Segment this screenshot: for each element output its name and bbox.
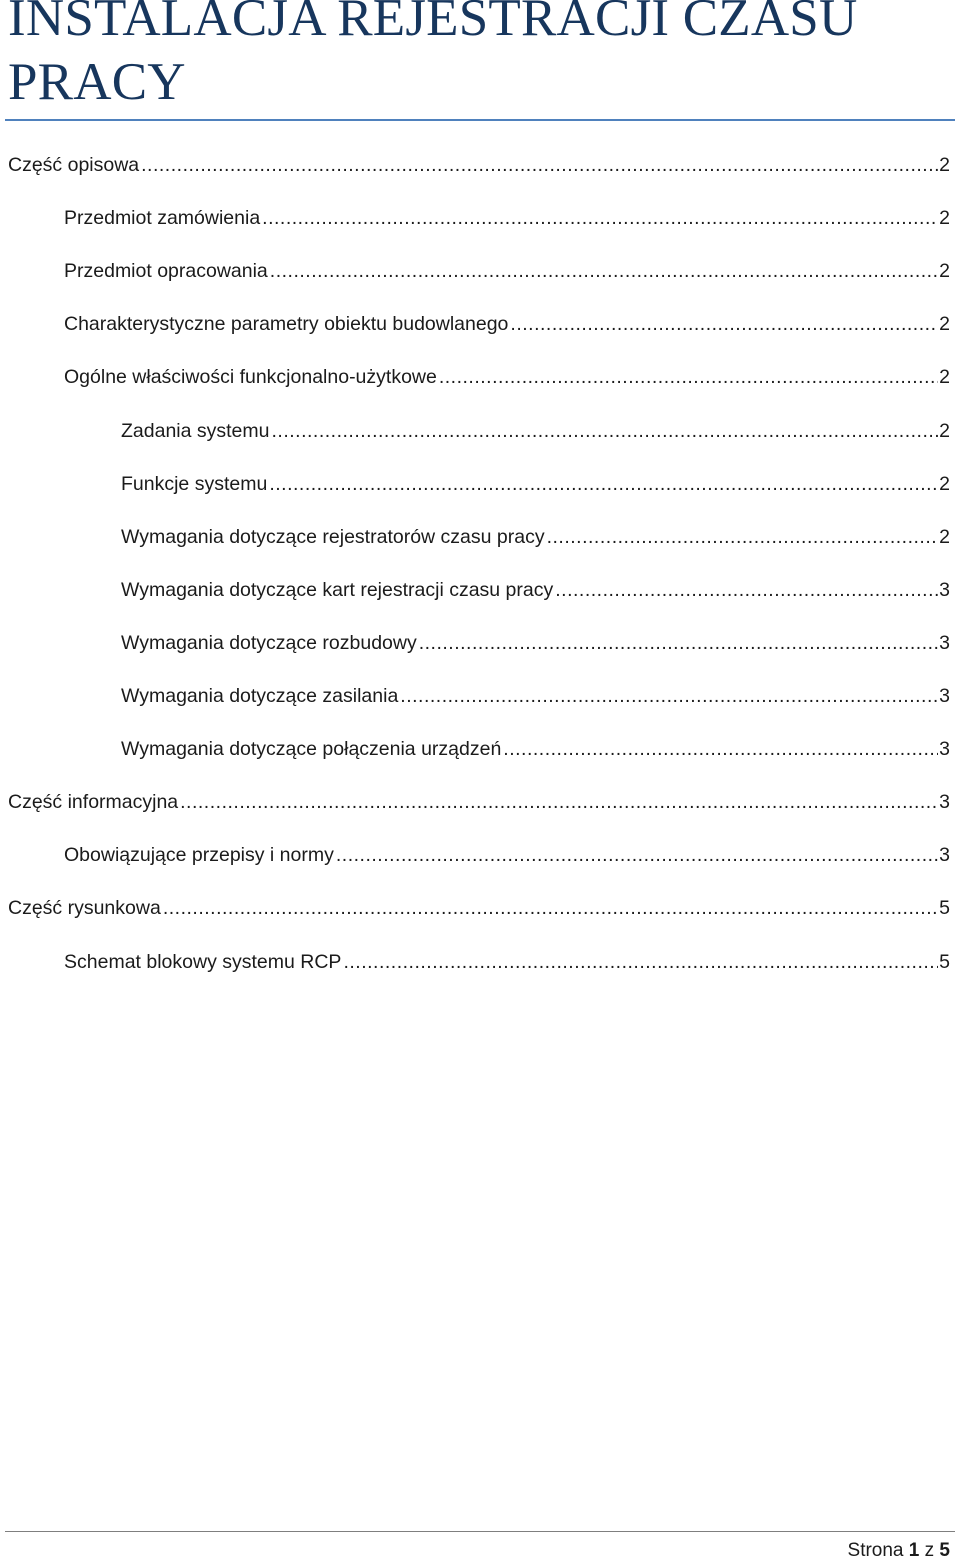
toc-entry-label: Obowiązujące przepisy i normy	[64, 844, 334, 866]
toc-entry-label: Przedmiot opracowania	[64, 260, 268, 282]
toc-entry[interactable]	[64, 256, 950, 286]
toc-entry-label: Wymagania dotyczące połączenia urządzeń	[121, 738, 502, 760]
toc-entry-label: Funkcje systemu	[121, 473, 268, 495]
toc-entry-label: Wymagania dotyczące zasilania	[121, 685, 399, 707]
footer-total-pages: 5	[939, 1540, 950, 1561]
toc-entry-page-number: 5	[939, 897, 950, 919]
toc-entry-page-number: 2	[939, 207, 950, 229]
toc-dot-leader	[270, 256, 938, 286]
document-title: INSTALACJA REJESTRACJI CZASU PRACY	[8, 0, 858, 111]
toc-dot-leader	[180, 787, 938, 817]
toc-entry-label: Wymagania dotyczące rejestratorów czasu pracy	[121, 526, 545, 548]
toc-dot-leader	[400, 681, 938, 711]
toc-entry[interactable]	[121, 628, 950, 658]
toc-entry[interactable]	[64, 203, 950, 233]
toc-dot-leader	[547, 522, 939, 552]
toc-entry[interactable]	[121, 416, 950, 446]
toc-entry-page-number: 3	[939, 579, 950, 601]
toc-entry-page-number: 2	[939, 526, 950, 548]
toc-entry-page-number: 3	[939, 844, 950, 866]
toc-dot-leader	[555, 575, 938, 605]
footer-current-page: 1	[908, 1540, 920, 1561]
toc-entry[interactable]	[121, 469, 950, 499]
toc-entry[interactable]	[121, 575, 950, 605]
toc-entry-page-number: 2	[939, 366, 950, 388]
toc-entry-page-number: 5	[939, 951, 950, 973]
toc-entry[interactable]	[64, 309, 950, 339]
title-underline	[5, 119, 955, 121]
toc-entry-page-number: 2	[939, 420, 950, 442]
toc-entry-page-number: 2	[939, 473, 950, 495]
toc-dot-leader	[510, 309, 938, 339]
toc-entry-label: Schemat blokowy systemu RCP	[64, 951, 342, 973]
toc-entry[interactable]	[8, 893, 950, 923]
toc-entry-label: Charakterystyczne parametry obiektu budowlanego	[64, 313, 509, 335]
toc-dot-leader	[439, 362, 938, 392]
toc-entry[interactable]	[121, 522, 950, 552]
toc-entry-label: Część opisowa	[8, 154, 140, 176]
toc-entry[interactable]	[8, 150, 950, 180]
toc-entry-label: Zadania systemu	[121, 420, 270, 442]
footer-separator: z	[924, 1540, 935, 1561]
toc-entry[interactable]	[8, 787, 950, 817]
toc-entry-label: Wymagania dotyczące kart rejestracji czasu pracy	[121, 579, 554, 601]
page-footer	[848, 1537, 950, 1565]
toc-dot-leader	[419, 628, 938, 658]
toc-dot-leader	[503, 734, 938, 764]
toc-entry-page-number: 3	[939, 738, 950, 760]
toc-entry-label: Wymagania dotyczące rozbudowy	[121, 632, 417, 654]
toc-entry[interactable]	[121, 734, 950, 764]
toc-dot-leader	[272, 416, 939, 446]
toc-entry[interactable]	[64, 362, 950, 392]
toc-entry-page-number: 3	[939, 685, 950, 707]
toc-entry-page-number: 3	[939, 791, 950, 813]
toc-entry-page-number: 2	[939, 313, 950, 335]
toc-entry-label: Część rysunkowa	[8, 897, 161, 919]
toc-dot-leader	[262, 203, 938, 233]
toc-dot-leader	[269, 469, 938, 499]
toc-dot-leader	[141, 150, 938, 180]
toc-dot-leader	[163, 893, 938, 923]
toc-entry[interactable]	[64, 840, 950, 870]
toc-dot-leader	[336, 840, 938, 870]
toc-entry-label: Ogólne właściwości funkcjonalno-użytkowe	[64, 366, 437, 388]
toc-entry-page-number: 2	[939, 154, 950, 176]
toc-entry-label: Część informacyjna	[8, 791, 179, 813]
toc-entry[interactable]	[64, 947, 950, 977]
toc-entry-label: Przedmiot zamówienia	[64, 207, 261, 229]
footer-divider	[5, 1531, 955, 1532]
toc-entry-page-number: 2	[939, 260, 950, 282]
footer-page-prefix: Strona	[847, 1540, 904, 1561]
toc-dot-leader	[343, 947, 938, 977]
toc-entry[interactable]	[121, 681, 950, 711]
toc-entry-page-number: 3	[939, 632, 950, 654]
